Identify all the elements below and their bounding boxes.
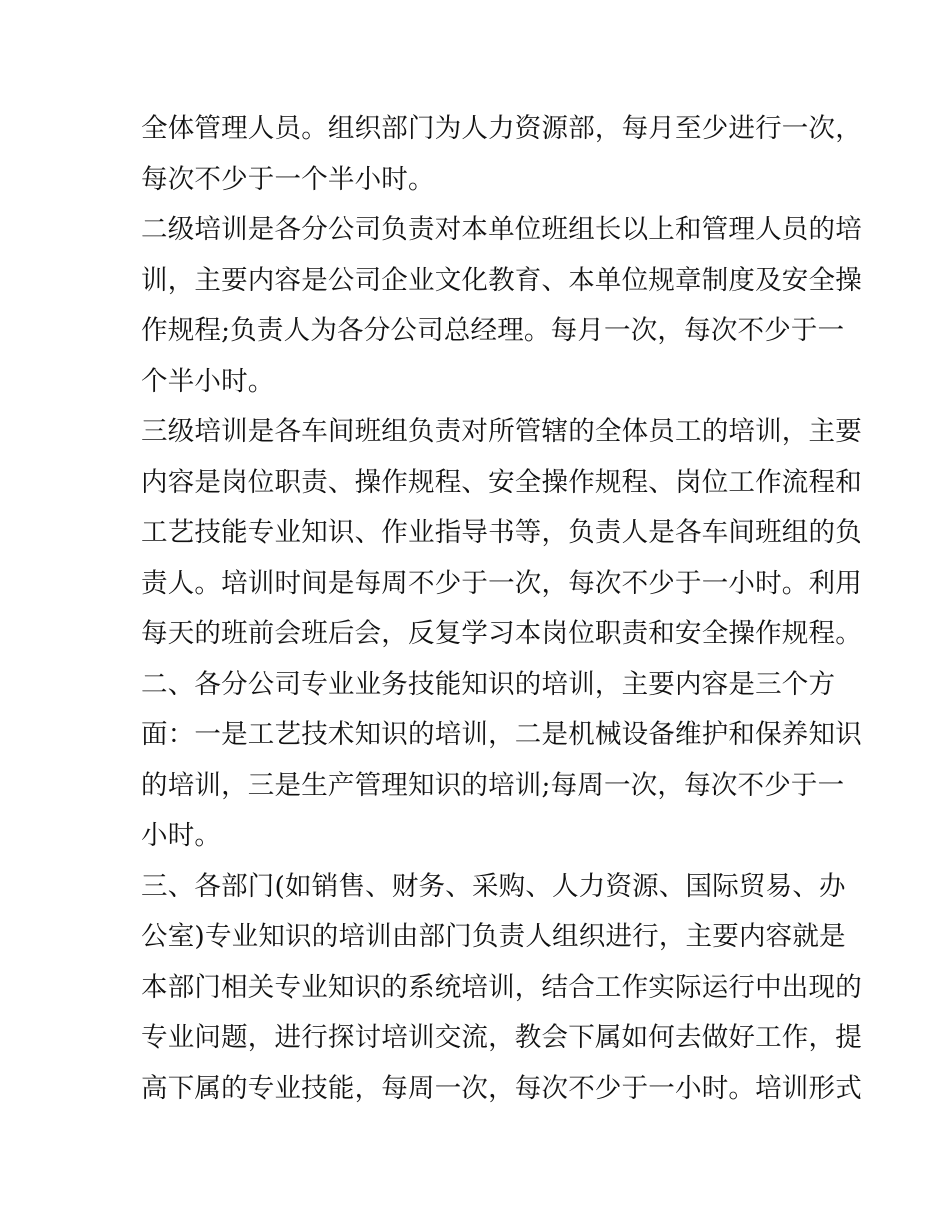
text-line: 三、各部门(如销售、财务、采购、人力资源、国际贸易、办 [141,870,846,902]
text-line: 责人。培训时间是每周不少于一次，每次不少于一小时。利用 [141,567,862,599]
text-line: 全体管理人员。组织部门为人力资源部，每月至少进行一次， [141,113,862,144]
text-line: 每次不少于一个半小时。 [141,163,435,195]
text-line: 高下属的专业技能，每周一次，每次不少于一小时。培训形式 [141,1072,862,1104]
text-line: 每天的班前会班后会，反复学习本岗位职责和安全操作规程。 [141,618,862,649]
text-line: 公室)专业知识的培训由部门负责人组织进行，主要内容就是 [141,921,846,952]
text-line: 二、各分公司专业业务技能知识的培训，主要内容是三个方 [141,668,836,700]
text-line: 面：一是工艺技术知识的培训，二是机械设备维护和保养知识 [141,719,862,750]
text-line: 的培训，三是生产管理知识的培训;每周一次，每次不少于一 [141,769,845,801]
text-line: 工艺技能专业知识、作业指导书等，负责人是各车间班组的负 [141,517,862,548]
document-body [141,104,862,1114]
text-line: 个半小时。 [141,365,275,397]
text-line: 作规程;负责人为各分公司总经理。每月一次，每次不少于一 [141,315,845,346]
text-line: 专业问题，进行探讨培训交流，教会下属如何去做好工作，提 [141,1022,862,1053]
text-line: 三级培训是各车间班组负责对所管辖的全体员工的培训，主要 [141,416,862,447]
text-line: 二级培训是各分公司负责对本单位班组长以上和管理人员的培 [141,214,862,245]
text-line: 训，主要内容是公司企业文化教育、本单位规章制度及安全操 [141,264,862,296]
text-line: 本部门相关专业知识的系统培训，结合工作实际运行中出现的 [141,971,862,1003]
text-line: 小时。 [141,820,222,851]
text-line: 内容是岗位职责、操作规程、安全操作规程、岗位工作流程和 [141,466,862,498]
